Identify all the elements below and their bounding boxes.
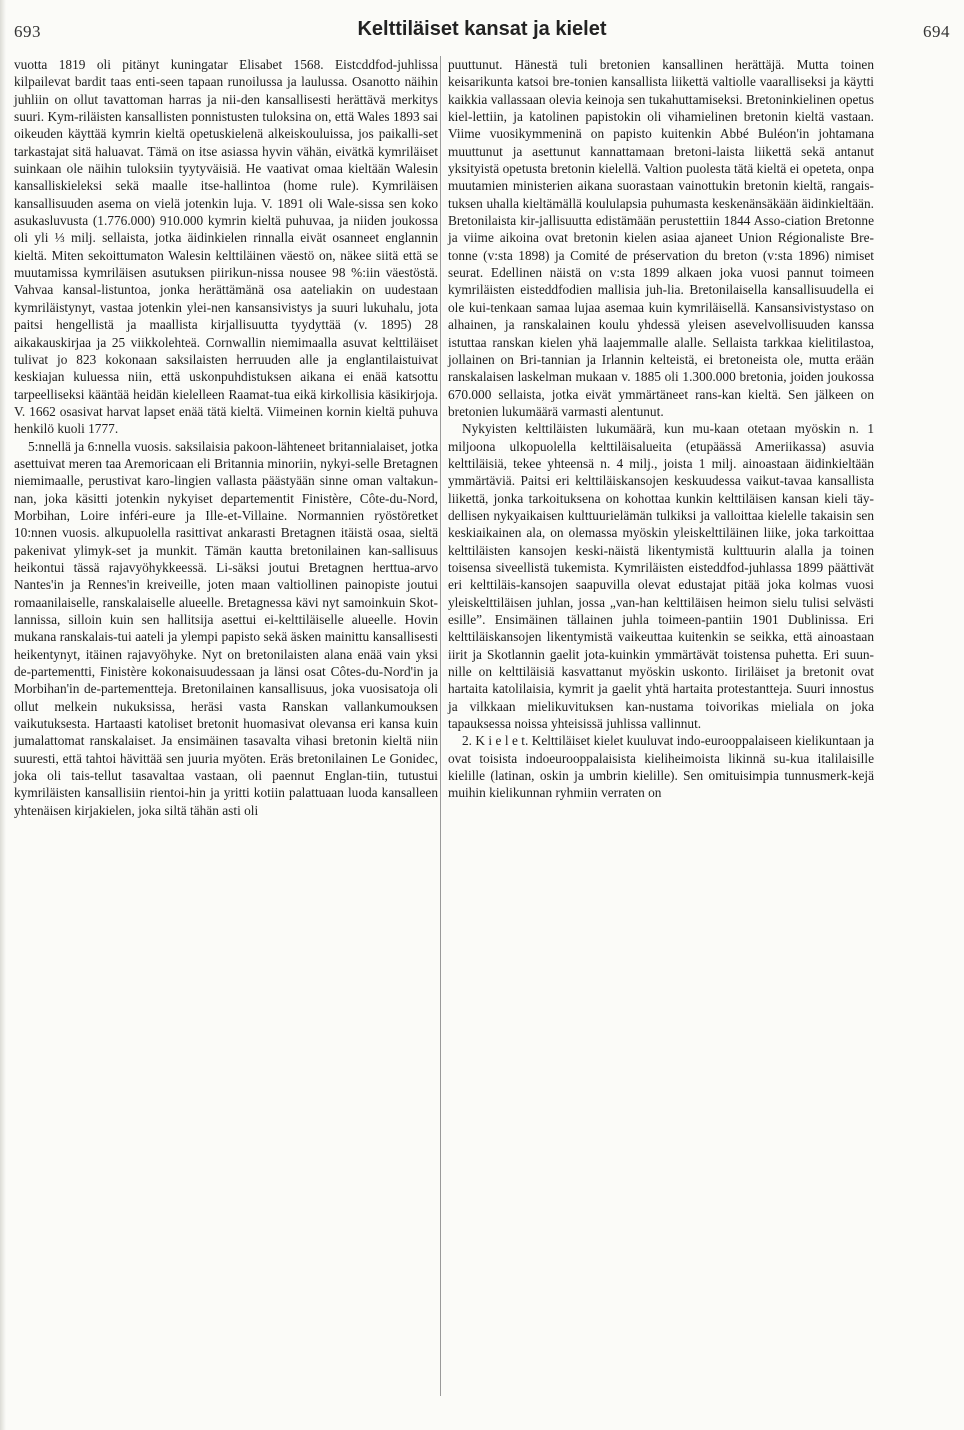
page-number-right: 694 [923,22,950,41]
paragraph: 5:nnellä ja 6:nnella vuosis. saksilaisia pakoon-lähteneet britannialaiset, jotka asettuivat meren taa Aremoricaan eli Britannia minoriin, nykyi-selle Bretagnen niemimaalle, perustivat karo-lingien vallasta päästyään sinne oman valtakun-nan, joka käsitti jotenkin nykyiset departementit Finistère, Côte-du-Nord, Morbihan, Loire inféri-eure ja Ille-et-Villaine. Normannien ryöstöretket 10:nnen vuosis. alkupuolella rasittivat ankarasti Bretagnen itäistä osaa, sieltä pakenivat ylimyk-set ja munkit. Tämän kautta bretonilainen kan-sallisuus heikontui tässä rajavyöhykkeessä. Li-säksi joutui Bretagnen herttua-arvo Nantes'in ja Rennes'in kreiveille, joten maan valtiollinen painopiste joutui romaanilaiselle, ranskalaiselle alueelle. Bretagnessa kävi nyt samoinkuin Skot-lannissa, silloin kuin sen hallitsija asettui ei-kelttiläiselle alueelle. Hovin mukana ranskalais-tui aateli ja ylempi papisto sekä äsken mainittu kansallisesti heikentynyt, itäinen rajavyöhyke. Nyt on bretonilaisten alana enää vain yksi de-partementti, Finistère kokonaisuudessaan ja länsi osat Côtes-du-Nord'in ja Morbihan'in de-partementteja. Bretonilainen kansallisuus, joka vuosisatoja oli ollut melkein nukuksissa, heräsi vasta Ranskan vallankumouksen vaikutuksesta. Hartaasti katoliset bretonit huomasivat olevansa eri kansa kuin jumalattomat ranskalaiset. Ja ensimäinen tasavalta vihasi bretonin kieltä niin suuresti, että tahtoi hävittää sen juuria myöten. Eräs bretonilainen Le Gonidec, joka oli tais-tellut tasavaltaa vastaan, oli paennut Englan-tiin, tutustui kymriläisten kansallisiin rientoi-hin ja yritti kotiin palattuaan luoda kansalleen yhtenäisen kirjakielen, joka siltä tähän asti oli [14,438,438,818]
running-title: Kelttiläiset kansat ja kielet [357,18,607,40]
paragraph: vuotta 1819 oli pitänyt kuningatar Elisabet 1568. Eistcddfod-juhlissa kilpailevat bardit taas enti-seen tapaan runoilussa ja laulussa. Osanotto näihin juhliin on ollut tavattoman harras ja nii-den kansallisesti herättävä merkitys suuri. Kym-riläisten kansallisten ponnistusten tuloksina on, että Wales 1893 sai oikeuden käyttää kymrin kieltä opetuskielenä alkeiskouluissa, jos paikalli-set tarkastajat sitä haluavat. Tämä on itse asiassa hyvin vähän, eivätkä kymriläiset suinkaan ole näihin tuloksiin tyytyväisiä. He vaativat omaa kieltään Walesin kansalliskieleksi sekä maalle itse-hallintoa (home rule). Kymriläisen kansallisuuden asema on vielä jotenkin luja. V. 1891 oli Wale-sissa sen koko asukasluvusta (1.776.000) 910.000 kymrin kieltä puhuvaa, ja niiden joukossa oli yli ⅓ milj. sellaista, jotka äidinkielen rinnalla eivät osanneet englannin kieltä. Miten sekoittumaton Walesin kelttiläinen väestö on, näkee siitä että se muutamissa kymriläisen asutuksen piirikun-nissa nousee 98 %:iin väestöstä. Vahvaa kansal-listuntoa, jonka herättämänä osa aateliakin on uudestaan kymriläistynyt, vastaa jotenkin ylei-nen kansansivistys ja suuri lukuhalu, jota paitsi hengellistä ja maallista kirjallisuutta tyydyttää (v. 1895) 28 aikakauskirjaa ja 25 viikkolehteä. Cornwallin niemimaalla asuvat kelttiläiset tulivat jo 823 kokonaan saksilaisten herruuden alle ja englantilaistuivat keskiajan kuluessa niin, että uskonpuhdistuksen aikana ei enää katsottu tarpeelliseksi kääntää heidän kielelleen Raamat-tua eikä kirkollisia käsikirjoja. V. 1662 osasivat harvat lapset enää tätä kieltä. Viimeinen kornin kieltä puhuva henkilö kuoli 1777. [14,57,438,437]
binding-edge [0,0,6,1430]
paragraph: 2. K i e l e t. Kelttiläiset kielet kuuluvat indo-eurooppalaiseen kielikuntaan ja ovat toisista indoeurooppalaisista kieliheimoista likinnä su-kua italilaisille kielille (latinan, oskin ja umbrin kielille). Sen omituisimpia tunnusmerk-kejä muihin kielikunnan ryhmiin verraten on [448,733,874,801]
paragraph: puuttunut. Hänestä tuli bretonien kansallinen herättäjä. Mutta toinen keisarikunta katsoi bre-tonien kansallista liikettä valtiolle vaaralliseksi ja käytti kaikkia vallassaan olevia keinoja sen tukahuttamiseksi. Bretoninkielinen opetus kiel-lettiin, ja katolinen papistokin oli vihamielinen bretonin kieltä vastaan. Viime vuosikymmeninä on papisto kuitenkin Abbé Buléon'in johtamana muuttunut ja asettunut kannattamaan bretoni-laista liikettä sekä antanut yksityistä opetusta bretonin kielellä. Valtion puolesta tätä kieltä ei opeteta, onpa muutamien ministerien aikana suorastaan vainottukin bretonin kieltä, rangais-tuksen uhalla kieltämällä koululapsia puhumasta keskenänsäkään äidinkieltään. Bretonilaista kir-jallisuutta edistämään perustettiin 1844 Asso-ciation Bretonne ja viime aikoina ovat bretonin kielen asiaa ajaneet Union Régionaliste Bre-tonne (v:sta 1898) ja Comité de préservation du breton (v:sta 1896) nimiset seurat. Edellinen näistä on v:sta 1899 alkaen joka vuosi pannut toimeen kymriläisten eisteddfodien mallisia juh-lia. Bretonilaisella kansallisuudella ei ole kui-tenkaan samaa lujaa asemaa kuin kymriläisellä. Kansansivistystaso on alhainen, ja ranskalainen koulu yhdessä yleisen asevelvollisuuden kanssa istuttaa ranskan kielen yhä laajemmalle alalle. Sellaista tarkkaa kielitilastoa, jollainen on Bri-tannian ja Irlannin kelteistä, ei bretoneista ole, mutta erään ranskalaisen laskelman mukaan v. 1885 oli 1.300.000 bretonia, joiden joukossa 670.000 sellaista, jotka eivät ymmärtäneet rans-kan kieltä. Sen jälkeen on bretonien lukumäärä varmasti alentunut. [448,57,874,419]
left-column [14,56,438,819]
right-column [448,56,874,802]
paragraph: Nykyisten kelttiläisten lukumäärä, kun mu-kaan otetaan myöskin n. 1 miljoona ulkopuolella kelttiläisalueita (etupäässä Ameriikassa) asuvia kelttiläisiä, tekee yhteensä n. 4 milj., joista 1 milj. ainoastaan äidinkieltään ymmärtäviä. Paitsi eri kelttiläiskansojen keskuudessa vaikut-tavaa kansallista liikettä, jonka tarkoituksena on kohottaa kunkin kelttiläisen kansan kieli täy-dellisen nykyaikaisen kulttuurielämän tulkiksi ja valloittaa kielelle takaisin sen keskiaikainen ala, on olemassa myöskin yleiskelttiläinen liike, joka tarkoittaa kelttiläisten kansojen keski-näistä likentymistä kulttuurin alalla ja toinen toisensa siveellistä tukemista. Kymriläisten eisteddfod-juhlassa 1899 päättivät eri kelttiläis-kansojen saapuvilla olevat edustajat pitää joka kolmas vuosi yleiskelttiläisen juhlan, jossa „van-han kelttiläisen heimon sielu tulisi selvästi esille”. Ensimäinen tällainen juhla toimeen-pantiin 1901 Dublinissa. Eri kelttiläiskansojen likentymistä vaikeuttaa kuitenkin se seikka, että ainoastaan iirit ja Skotlannin gaelit jota-kuinkin ymmärtävät toistensa puhetta. Eri suun-nille on kelttiläisiä kasvattanut myöskin uskonto. Iiriläiset ja bretonit ovat hartaita katolilaisia, kymrit ja gaelit yhtä hartaita protestantteja. Suuri innostus ja vilkkaan mielikuvituksen kan-nustama toivorikas mieliala on joka tapauksessa noissa yhteisissä juhlissa vallinnut. [448,421,874,732]
column-divider [440,56,441,1396]
page-header [14,18,950,48]
page-number-left: 693 [14,22,41,41]
